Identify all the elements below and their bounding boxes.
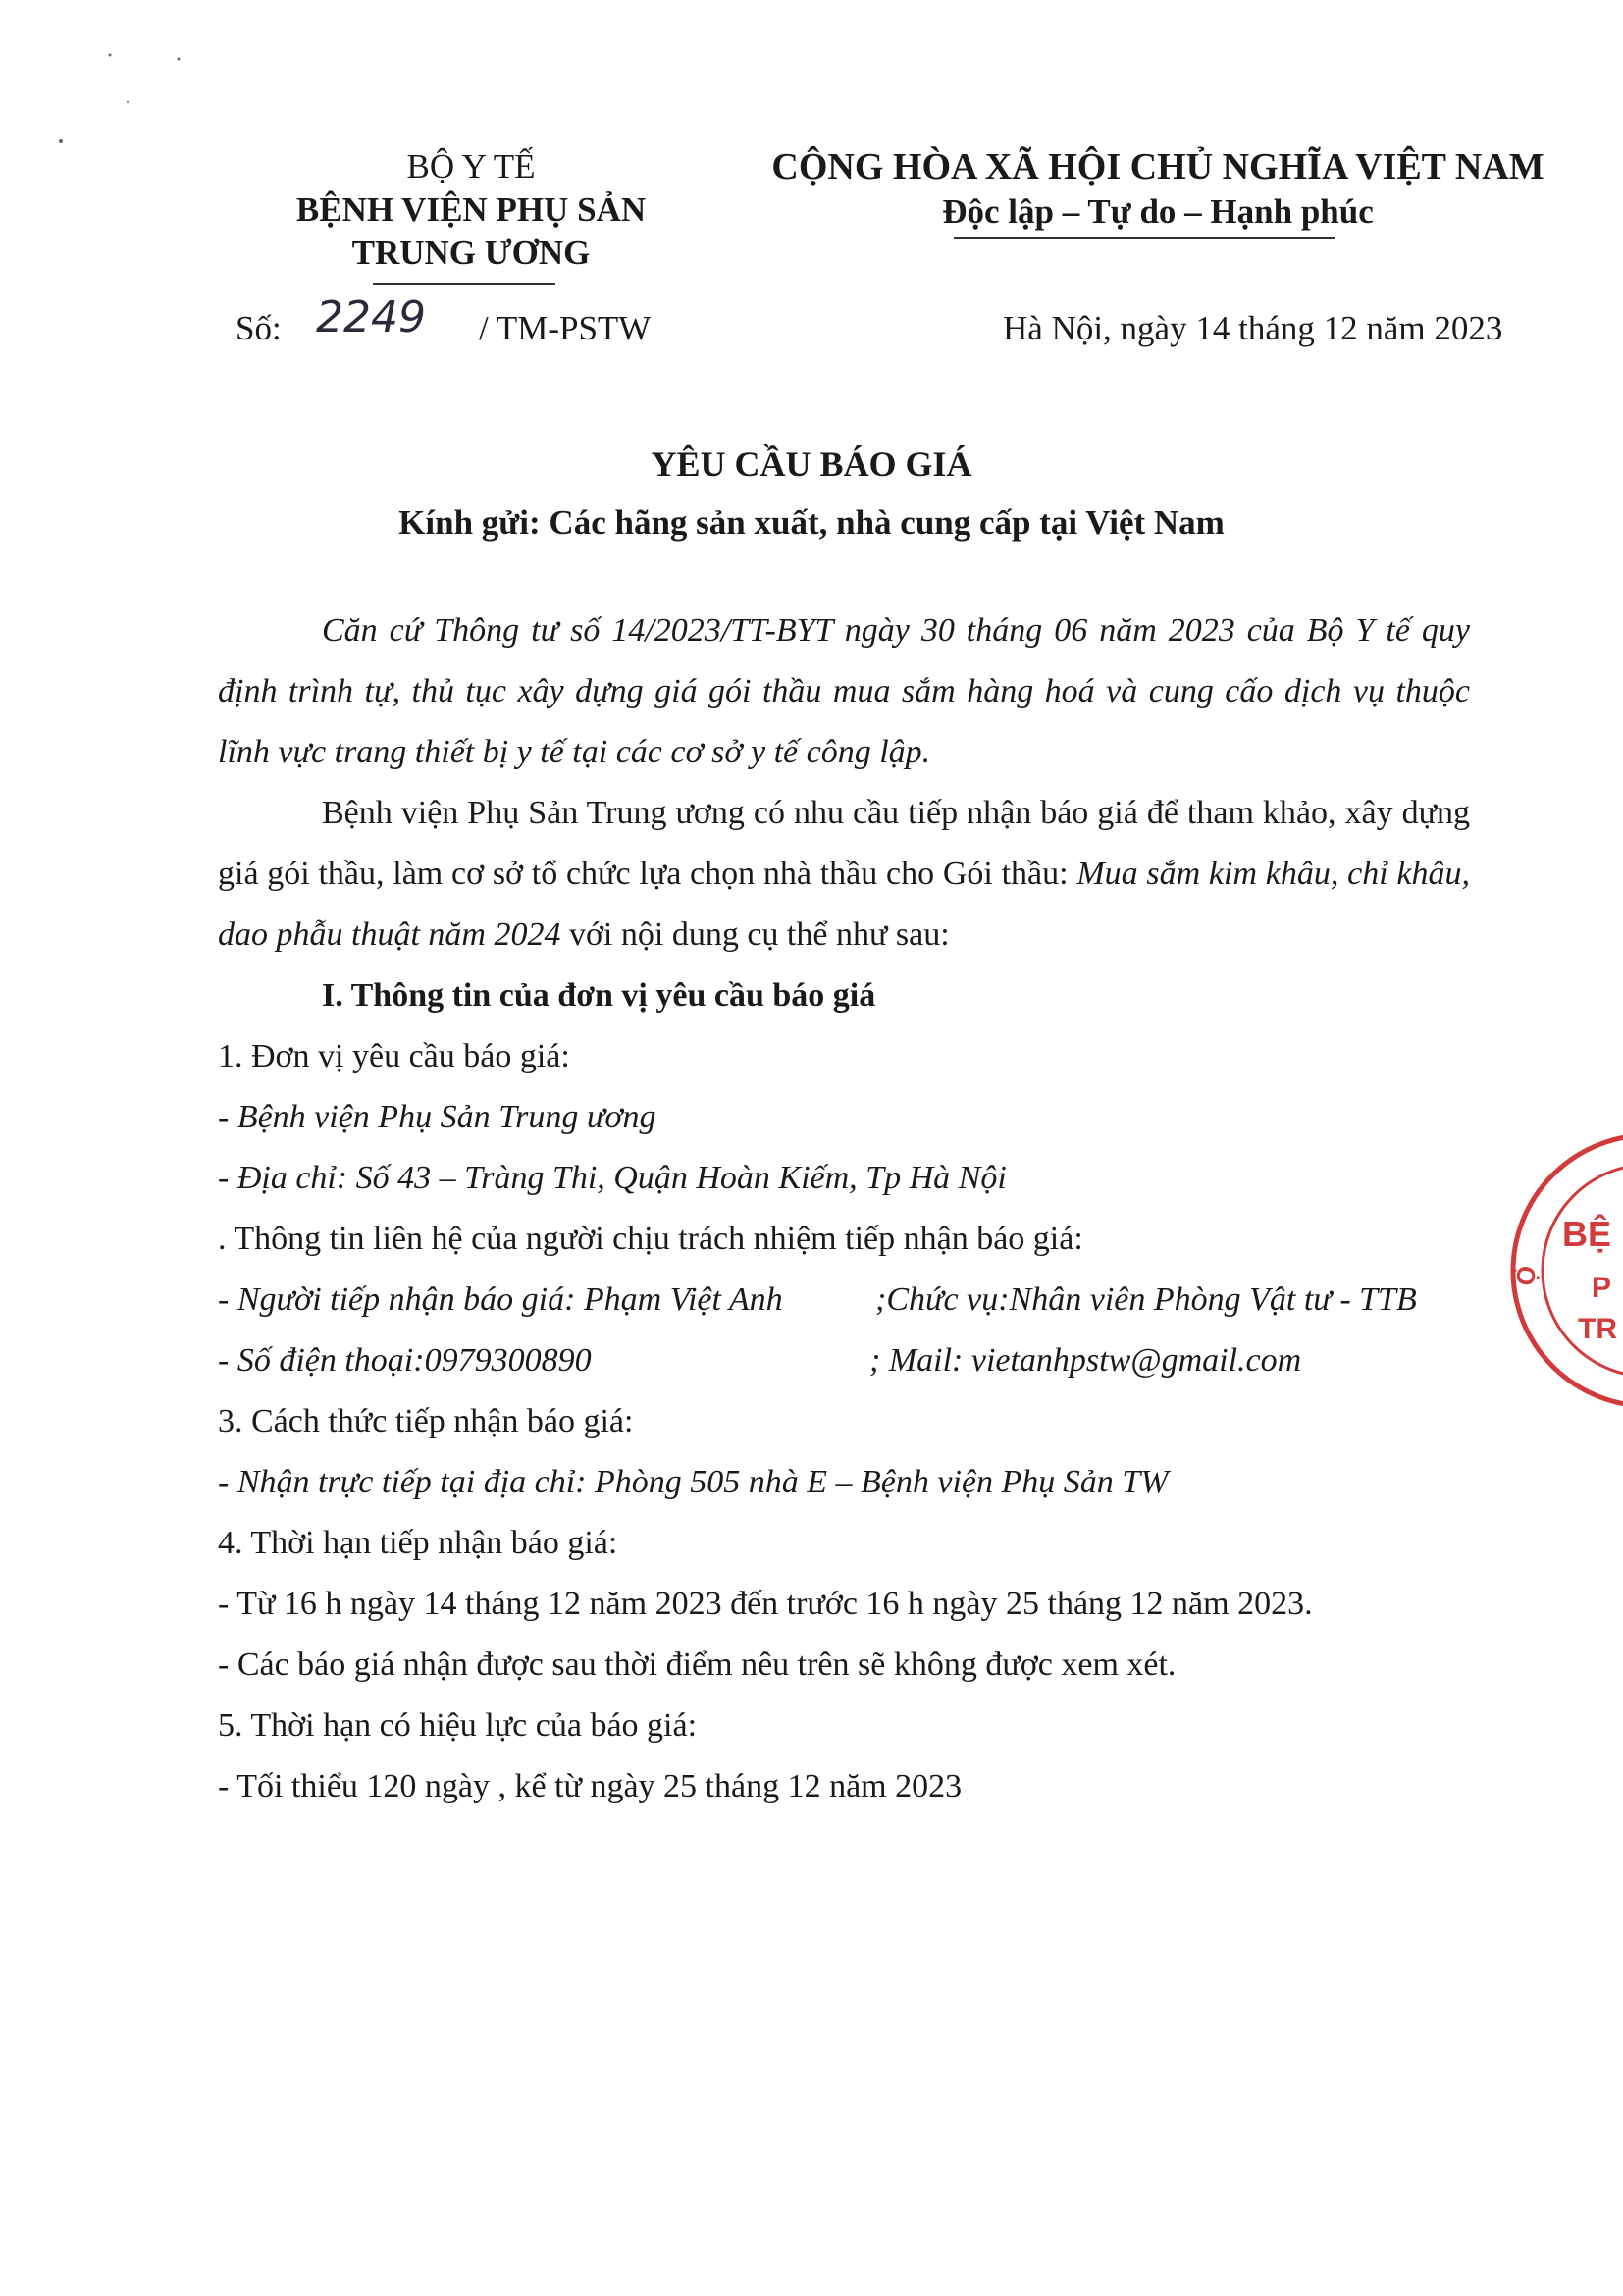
request-paragraph-lead: Bệnh viện Phụ Sản Trung ương có nhu cầu tiếp nhận báo giá để tham khảo, xây dựng giá gói thầu, làm cơ sở tổ chức lựa chọn nhà thầu cho Gói thầu:	[218, 795, 1470, 892]
header-right-underline	[954, 237, 1335, 239]
document-number-label: Số:	[236, 309, 282, 347]
scan-specks	[0, 0, 216, 157]
seal-text-side: Ộ	[1509, 1263, 1543, 1288]
document-number-handwritten: 2249	[316, 292, 426, 342]
official-seal-stamp	[1501, 1128, 1623, 1413]
item-hospital-name: - Bệnh viện Phụ Sản Trung ương	[218, 1099, 656, 1135]
request-paragraph	[218, 783, 1470, 965]
hospital-name-line1: BỆNH VIỆN PHỤ SẢN	[295, 190, 647, 229]
seal-text-mid: P	[1592, 1272, 1612, 1304]
section-heading: I. Thông tin của đơn vị yêu cầu báo giá	[322, 977, 876, 1014]
ministry-name: BỘ Y TẾ	[406, 147, 536, 185]
document-number-suffix: / TM-PSTW	[479, 309, 652, 347]
item-address: - Địa chỉ: Số 43 – Tràng Thi, Quận Hoàn Kiếm, Tp Hà Nội	[218, 1160, 1007, 1196]
package-name: Mua sắm kim khâu, chỉ khâu, dao phẫu thuật năm 2024	[218, 856, 1470, 953]
hospital-name-line2: TRUNG ƯƠNG	[351, 234, 591, 272]
legal-basis-paragraph: Căn cứ Thông tư số 14/2023/TT-BYT ngày 30 tháng 06 năm 2023 của Bộ Y tế quy định trình tự, thủ tục xây dựng giá gói thầu mua sắm hàng hoá và cung cấo dịch vụ thuộc lĩnh vực trang thiết bị y tế tại các cơ sở y tế công lập.	[218, 612, 1470, 770]
item-validity-heading: 5. Thời hạn có hiệu lực của báo giá:	[218, 1707, 698, 1744]
item-contact-info: . Thông tin liên hệ của người chịu trách nhiệm tiếp nhận báo giá:	[218, 1221, 1083, 1257]
request-paragraph-tail: với nội dung cụ thể như sau:	[568, 916, 950, 953]
recipient-line: Kính gửi: Các hãng sản xuất, nhà cung cấp tại Việt Nam	[398, 503, 1225, 542]
item-receiving-address: - Nhận trực tiếp tại địa chỉ: Phòng 505 nhà E – Bệnh viện Phụ Sản TW	[218, 1464, 1169, 1500]
item-late-notice: - Các báo giá nhận được sau thời điểm nêu trên sẽ không được xem xét.	[218, 1646, 1177, 1683]
place-and-date: Hà Nội, ngày 14 tháng 12 năm 2023	[1003, 309, 1503, 347]
item-requesting-unit: 1. Đơn vị yêu cầu báo giá:	[218, 1038, 570, 1074]
contact-position: ;Chức vụ:Nhân viên Phòng Vật tư - TTB	[875, 1281, 1417, 1318]
contact-mail: ; Mail: vietanhpstw@gmail.com	[869, 1342, 1302, 1379]
country-name: CỘNG HÒA XÃ HỘI CHỦ NGHĨA VIỆT NAM	[771, 146, 1544, 187]
item-deadline-range: - Từ 16 h ngày 14 tháng 12 năm 2023 đến trước 16 h ngày 25 tháng 12 năm 2023.	[218, 1586, 1313, 1622]
document-title: YÊU CẦU BÁO GIÁ	[651, 444, 972, 484]
seal-text-bottom: TR	[1578, 1313, 1617, 1345]
item-validity-period: - Tối thiểu 120 ngày , kể từ ngày 25 tháng 12 năm 2023	[218, 1768, 963, 1804]
item-receiving-method: 3. Cách thức tiếp nhận báo giá:	[218, 1403, 634, 1439]
header-left-underline	[373, 283, 555, 285]
seal-text-top: BỆ	[1562, 1214, 1612, 1254]
contact-receiver: - Người tiếp nhận báo giá: Phạm Việt Anh	[218, 1281, 783, 1318]
item-deadline-heading: 4. Thời hạn tiếp nhận báo giá:	[218, 1525, 618, 1561]
contact-phone: - Số điện thoại:0979300890	[218, 1342, 592, 1379]
national-motto: Độc lập – Tự do – Hạnh phúc	[942, 192, 1374, 231]
